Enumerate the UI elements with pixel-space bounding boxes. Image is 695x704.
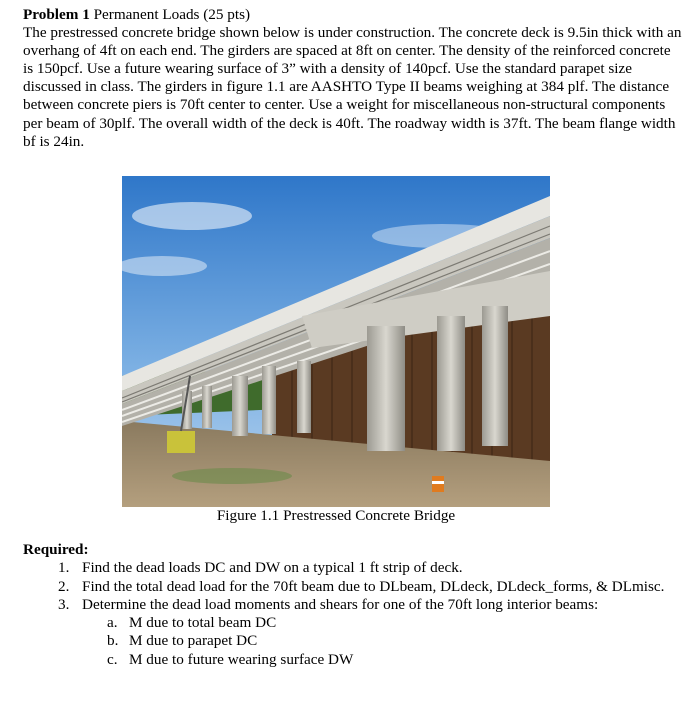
item-number: 1.	[58, 559, 70, 577]
item-number: 3.	[58, 595, 70, 613]
sub-list	[82, 614, 683, 669]
required-heading: Required:	[23, 541, 89, 558]
list-item	[23, 596, 683, 669]
required-section	[23, 541, 683, 669]
figure-caption: Figure 1.1 Prestressed Concrete Bridge	[216, 507, 456, 524]
problem-title-bold: Problem 1	[23, 6, 90, 23]
problem-text	[23, 6, 683, 151]
sub-item-text: M due to parapet DC	[129, 632, 258, 650]
item-text: Find the total dead load for the 70ft beam due to DLbeam, DLdeck, DLdeck_forms, & DLmisc.	[82, 577, 665, 595]
item-number: 2.	[58, 577, 70, 595]
list-item	[23, 559, 683, 577]
list-item	[23, 578, 683, 596]
sub-item-letter: b.	[107, 632, 119, 650]
bridge-photo	[122, 176, 550, 507]
sub-item-letter: c.	[107, 650, 118, 668]
item-text: Determine the dead load moments and shears for one of the 70ft long interior beams:	[82, 595, 599, 613]
sub-item-text: M due to total beam DC	[129, 614, 277, 632]
problem-body: The prestressed concrete bridge shown below is under construction. The concrete deck is 9.5in thick with an overhang of 4ft on each end. The girders are spaced at 8ft on center. The density of the reinforced concrete is 150pcf. Use a future wearing surface of 3” with a density of 140pcf. Use the standard parapet size discussed in class. The girders in figure 1.1 are AASHTO Type II beams weighing at 384 plf. The distance between concrete piers is 70ft center to center. Use a weight for miscellaneous non-structural components per beam of 30plf. The overall width of the deck is 40ft. The roadway width is 37ft. The beam flange width bf is 24in.	[23, 24, 682, 150]
required-list	[23, 559, 683, 669]
problem-statement	[23, 6, 683, 151]
sub-list-item	[23, 632, 683, 650]
sub-item-text: M due to future wearing surface DW	[129, 650, 354, 668]
problem-title-rest: Permanent Loads (25 pts)	[89, 6, 251, 23]
sub-item-letter: a.	[107, 614, 118, 632]
sub-list-item	[23, 651, 683, 669]
sub-list-item	[23, 614, 683, 632]
item-text: Find the dead loads DC and DW on a typical 1 ft strip of deck.	[82, 559, 463, 577]
